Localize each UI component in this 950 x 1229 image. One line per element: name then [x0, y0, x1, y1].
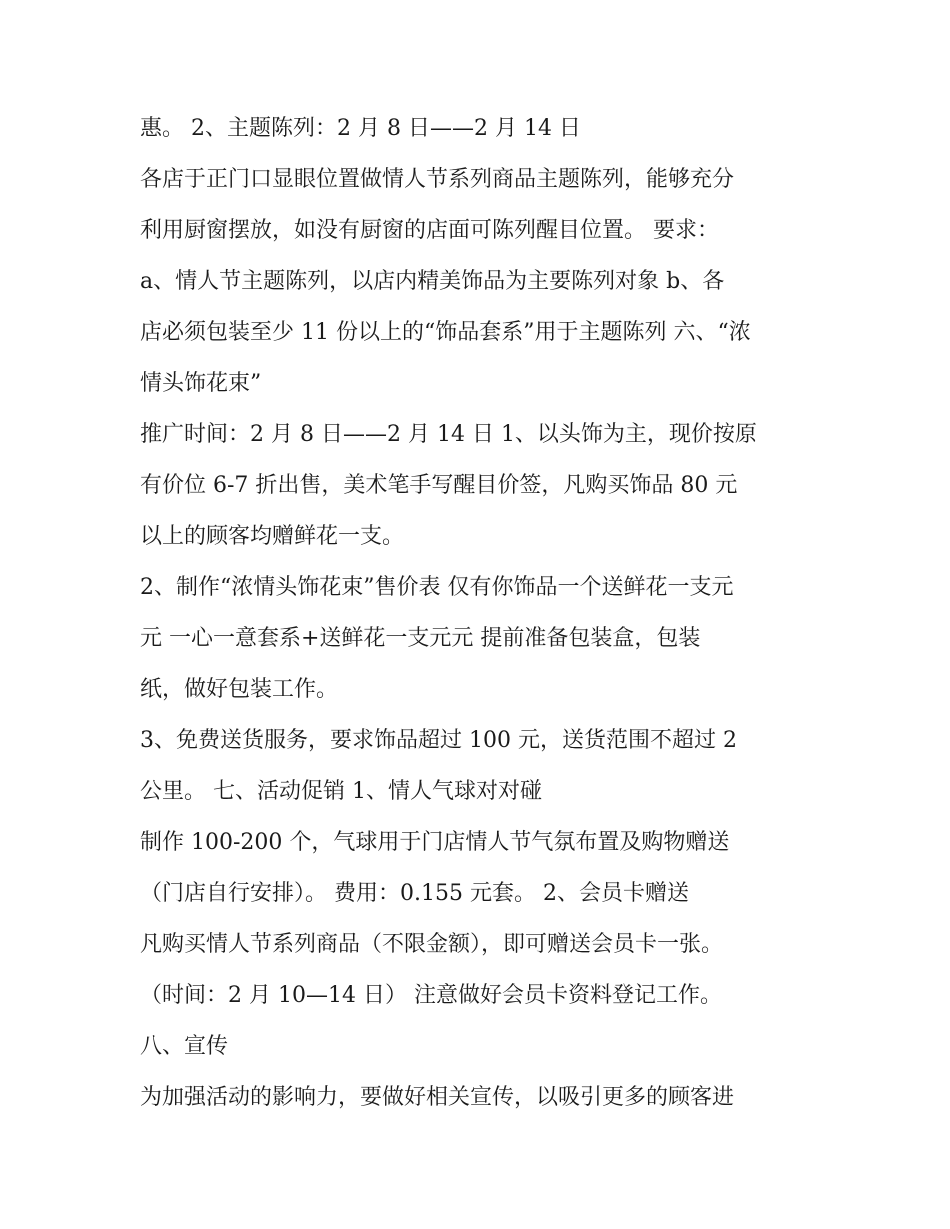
text-line: （门店自行安排）。 费用：0.155 元套。 2、会员卡赠送 [140, 881, 689, 906]
text-line: 纸，做好包装工作。 [140, 677, 339, 702]
text-line: 元 一心一意套系+送鲜花一支元元 提前准备包装盒，包装 [140, 626, 701, 651]
text-line: 惠。 2、主题陈列：2 月 8 日——2 月 14 日 [140, 116, 581, 141]
text-line: 利用厨窗摆放，如没有厨窗的店面可陈列醒目位置。 要求： [140, 218, 719, 243]
document-body [140, 108, 820, 1128]
text-line: 各店于正门口显眼位置做情人节系列商品主题陈列，能够充分 [140, 167, 735, 192]
text-line: 凡购买情人节系列商品（不限金额），即可赠送会员卡一张。 [140, 932, 724, 957]
text-line: a、情人节主题陈列，以店内精美饰品为主要陈列对象 b、各 [140, 269, 725, 294]
text-line: （时间：2 月 10—14 日） 注意做好会员卡资料登记工作。 [140, 983, 722, 1008]
text-line: 2、制作“浓情头饰花束”售价表 仅有你饰品一个送鲜花一支元 [140, 575, 734, 600]
text-line: 制作 100-200 个，气球用于门店情人节气氛布置及购物赠送 [140, 830, 730, 855]
text-line: 3、免费送货服务，要求饰品超过 100 元，送货范围不超过 2 [140, 728, 737, 753]
text-line: 有价位 6-7 折出售，美术笔手写醒目价签，凡购买饰品 80 元 [140, 473, 738, 498]
text-line: 八、宣传 [140, 1034, 229, 1059]
text-line: 情头饰花束” [140, 371, 262, 396]
text-line: 公里。 七、活动促销 1、情人气球对对碰 [140, 779, 542, 804]
text-line: 为加强活动的影响力，要做好相关宣传，以吸引更多的顾客进 [140, 1085, 735, 1110]
text-line: 店必须包装至少 11 份以上的“饰品套系”用于主题陈列 六、“浓 [140, 320, 751, 345]
text-line: 以上的顾客均赠鲜花一支。 [140, 524, 405, 549]
text-line: 推广时间：2 月 8 日——2 月 14 日 1、以头饰为主，现价按原 [140, 422, 757, 447]
